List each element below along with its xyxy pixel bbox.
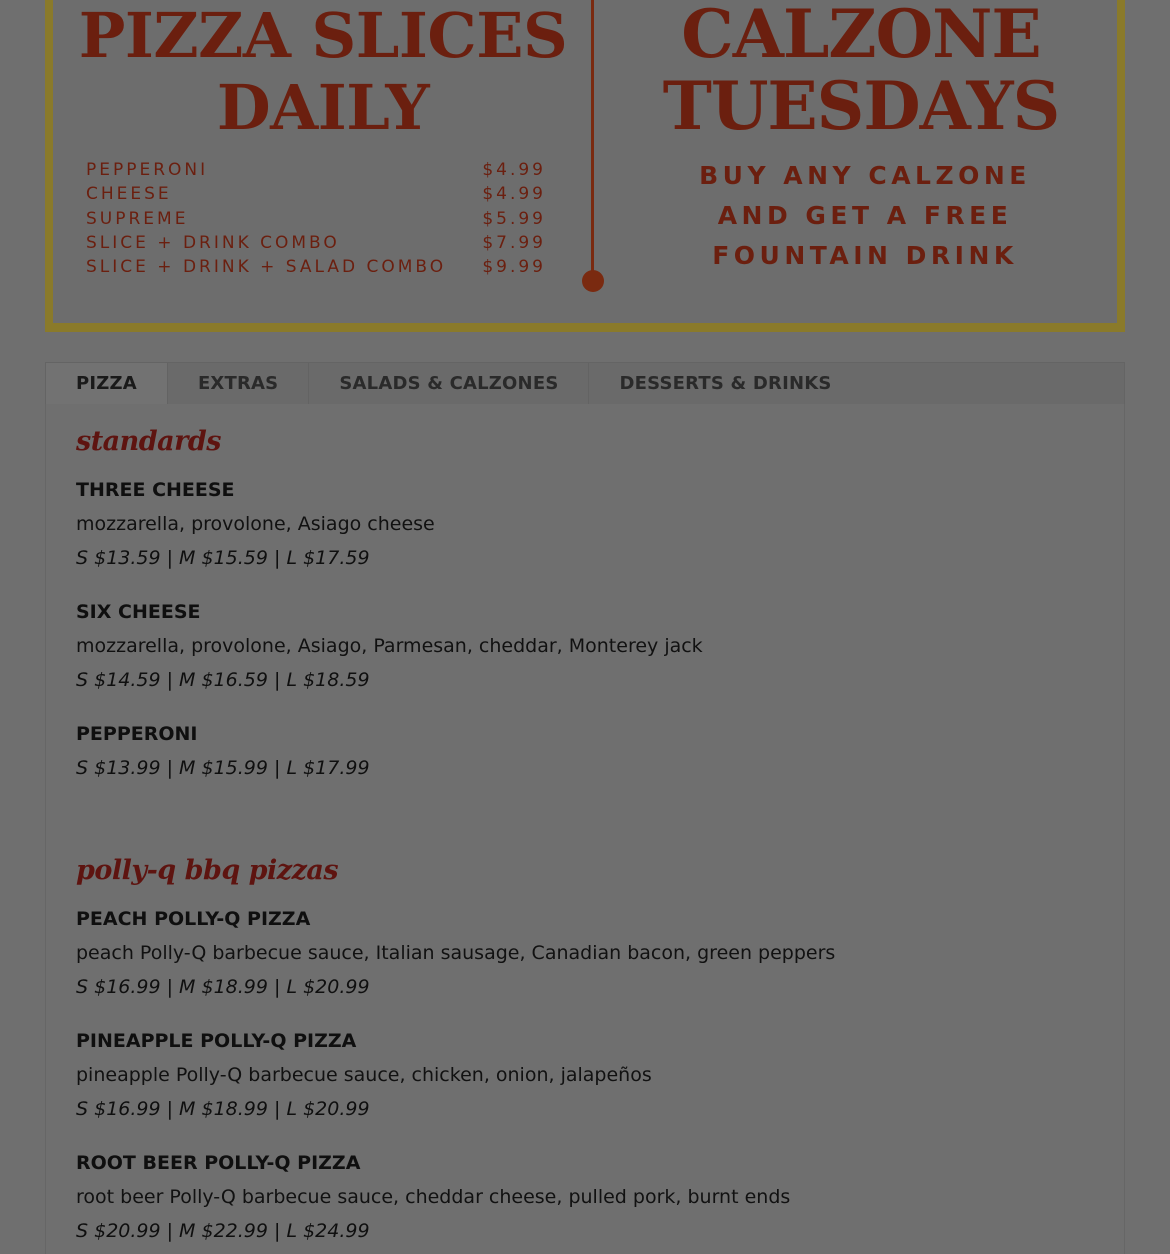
slice-price-row bbox=[86, 207, 546, 231]
tab-desserts-drinks[interactable]: DESSERTS & DRINKS bbox=[619, 373, 832, 394]
calzone-promo-text bbox=[601, 156, 1129, 276]
slice-price: $7.99 bbox=[482, 232, 546, 253]
promo-banner-inner bbox=[53, 0, 1117, 323]
slice-price: $9.99 bbox=[482, 257, 546, 278]
promo-line-3: FOUNTAIN DRINK bbox=[712, 241, 1018, 270]
tab-salads-calzones[interactable]: SALADS & CALZONES bbox=[309, 363, 589, 404]
slice-price: $5.99 bbox=[482, 208, 546, 229]
item-name: SIX CHEESE bbox=[76, 601, 201, 623]
item-name: ROOT BEER POLLY-Q PIZZA bbox=[76, 1152, 361, 1174]
slice-name: SLICE + DRINK + SALAD COMBO bbox=[86, 257, 447, 278]
promo-line-1: BUY ANY CALZONE bbox=[699, 161, 1031, 190]
slice-price-row bbox=[86, 231, 546, 255]
slice-price-row bbox=[86, 255, 546, 279]
calzone-title-line-2: TUESDAYS bbox=[662, 67, 1060, 145]
menu-item bbox=[76, 473, 1076, 575]
slices-title-line-2: DAILY bbox=[216, 71, 430, 144]
slice-name: PEPPERONI bbox=[86, 160, 209, 180]
item-name: PEPPERONI bbox=[76, 723, 198, 745]
menu-item bbox=[76, 1146, 1076, 1248]
menu-item bbox=[76, 595, 1076, 697]
tab-pizza[interactable]: PIZZA bbox=[46, 363, 168, 404]
slices-title-line-1: PIZZA SLICES bbox=[78, 0, 568, 72]
slice-price: $4.99 bbox=[482, 160, 546, 180]
item-description: root beer Polly-Q barbecue sauce, cheddar cheese, pulled pork, burnt ends bbox=[76, 1186, 791, 1208]
item-price: S $13.59 | M $15.59 | L $17.59 bbox=[76, 547, 370, 569]
slice-price-list bbox=[86, 158, 546, 279]
item-name: PEACH POLLY-Q PIZZA bbox=[76, 908, 311, 930]
slices-daily-title bbox=[63, 0, 583, 144]
slice-name: SLICE + DRINK COMBO bbox=[86, 232, 340, 253]
item-description: mozzarella, provolone, Asiago, Parmesan, cheddar, Monterey jack bbox=[76, 635, 703, 657]
item-description: peach Polly-Q barbecue sauce, Italian sausage, Canadian bacon, green peppers bbox=[76, 942, 836, 964]
menu-item bbox=[76, 717, 1076, 785]
slice-price-row bbox=[86, 182, 546, 206]
item-description: mozzarella, provolone, Asiago cheese bbox=[76, 513, 435, 535]
item-price: S $16.99 | M $18.99 | L $20.99 bbox=[76, 976, 370, 998]
promo-banner bbox=[45, 0, 1125, 332]
menu-tabs bbox=[45, 362, 1125, 405]
pizza-tab-panel bbox=[45, 404, 1125, 1254]
section-heading-polly-q: polly-q bbq pizzas bbox=[76, 855, 339, 886]
item-description: pineapple Polly-Q barbecue sauce, chicken, onion, jalapeños bbox=[76, 1064, 652, 1086]
item-price: S $16.99 | M $18.99 | L $20.99 bbox=[76, 1098, 370, 1120]
slice-price-row bbox=[86, 158, 546, 182]
item-name: PINEAPPLE POLLY-Q PIZZA bbox=[76, 1030, 357, 1052]
tab-extras[interactable]: EXTRAS bbox=[168, 363, 309, 404]
item-price: S $13.99 | M $15.99 | L $17.99 bbox=[76, 757, 370, 779]
banner-divider bbox=[591, 0, 594, 282]
menu-item bbox=[76, 902, 1076, 1004]
promo-line-2: AND GET A FREE bbox=[717, 201, 1013, 230]
calzone-tuesdays-title bbox=[601, 0, 1121, 145]
item-price: S $14.59 | M $16.59 | L $18.59 bbox=[76, 669, 370, 691]
slice-price: $4.99 bbox=[482, 184, 546, 205]
item-name: THREE CHEESE bbox=[76, 479, 235, 501]
section-heading-standards: standards bbox=[76, 426, 221, 457]
slice-name: SUPREME bbox=[86, 208, 189, 229]
slice-name: CHEESE bbox=[86, 184, 172, 205]
calzone-title-line-1: CALZONE bbox=[681, 0, 1041, 73]
menu-item bbox=[76, 1024, 1076, 1126]
item-price: S $20.99 | M $22.99 | L $24.99 bbox=[76, 1220, 370, 1242]
